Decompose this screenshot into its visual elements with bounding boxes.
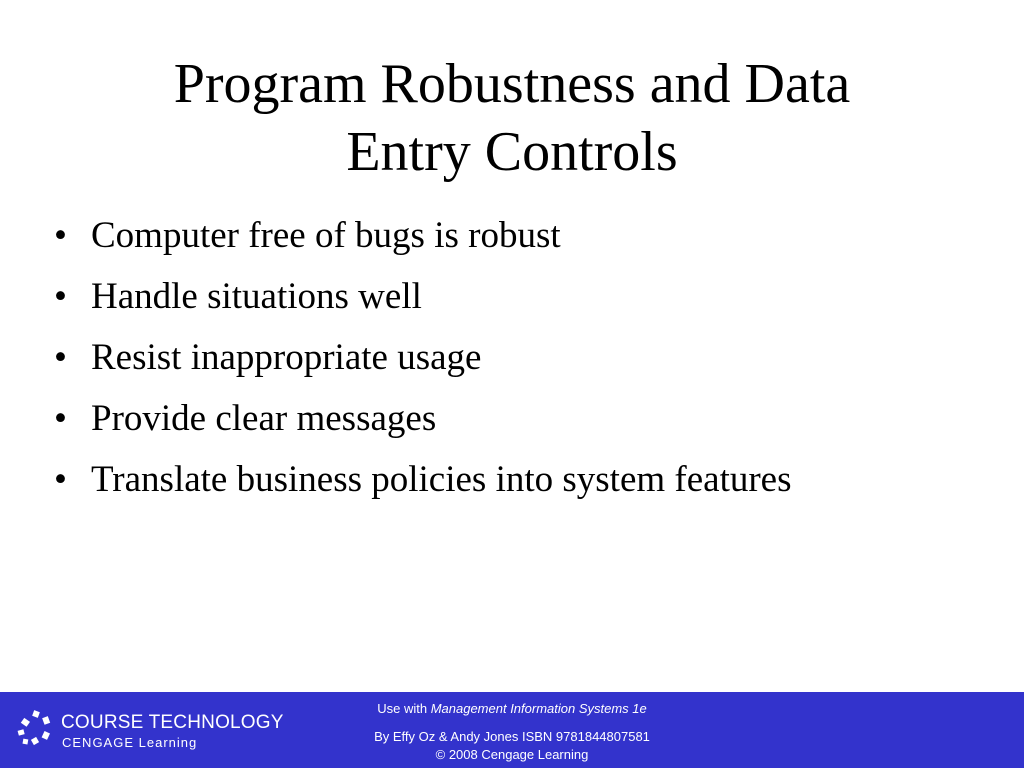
bullet-text: Computer free of bugs is robust [91,215,561,256]
bullet-item [54,454,792,515]
footer-use-with [300,700,724,722]
bullet-marker: • [54,337,67,378]
footer-authors-isbn: By Effy Oz & Andy Jones ISBN 9781844807581 [374,729,650,744]
bullet-text: Handle situations well [91,276,422,317]
footer-book-title: Management Information Systems 1e [430,701,647,716]
bullet-text: Provide clear messages [91,398,437,439]
bullet-item [54,271,792,332]
bullet-marker: • [54,215,67,256]
course-technology-logo-icon [16,710,54,748]
footer-bar [0,692,1024,768]
bullet-text: Translate business policies into system features [91,459,792,500]
bullet-item [54,393,792,454]
logo-text-cengage-learning: CENGAGE Learning [62,735,198,750]
bullet-marker: • [54,459,67,500]
publisher-logo [16,708,286,756]
bullet-marker: • [54,398,67,439]
bullet-list [54,210,792,515]
footer-credits [300,700,724,764]
slide-title-line-1: Program Robustness and Data [173,53,851,115]
footer-use-with-prefix: Use with [377,701,428,716]
bullet-marker: • [54,276,67,317]
logo-text-course-technology: COURSE TECHNOLOGY [61,712,284,733]
bullet-item [54,332,792,393]
slide-title [0,50,1024,186]
footer-copyright: © 2008 Cengage Learning [435,747,589,762]
bullet-text: Resist inappropriate usage [91,337,482,378]
slide-title-line-2: Entry Controls [346,121,678,183]
bullet-item [54,210,792,271]
